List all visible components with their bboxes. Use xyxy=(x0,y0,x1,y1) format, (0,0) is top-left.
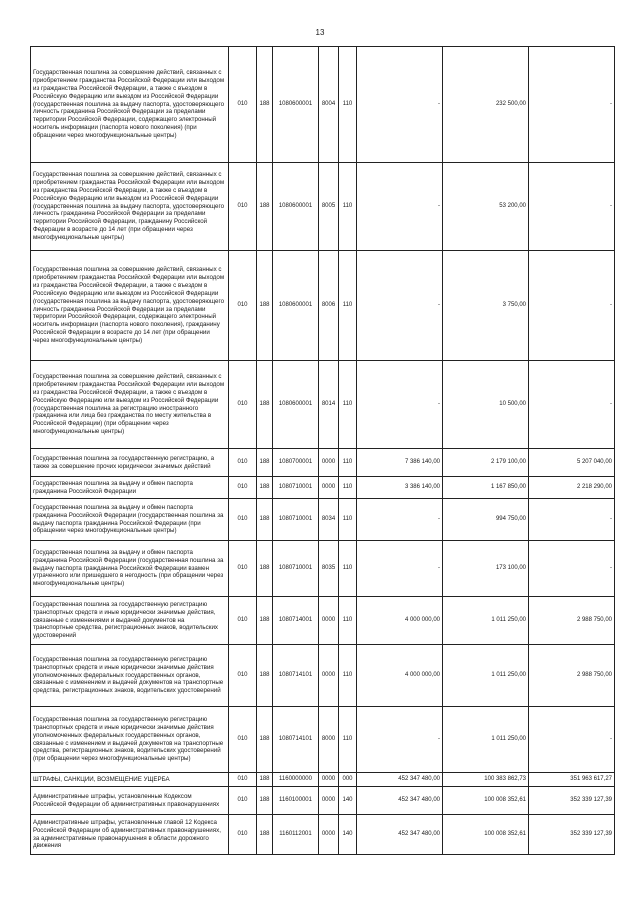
code-revenue-cell: 1080600001 xyxy=(273,361,319,449)
value-plan-cell: - xyxy=(357,499,443,541)
code-subtype-cell: 8005 xyxy=(319,163,339,251)
value-plan-cell: 452 347 480,00 xyxy=(357,787,443,815)
table-row xyxy=(31,815,615,855)
value-remaining-cell: 352 339 127,39 xyxy=(529,787,615,815)
value-plan-cell: - xyxy=(357,707,443,773)
table-row xyxy=(31,541,615,597)
value-executed-cell: 2 179 100,00 xyxy=(443,449,529,477)
value-executed-cell: 3 750,00 xyxy=(443,251,529,361)
revenue-table xyxy=(30,46,615,855)
table-row xyxy=(31,449,615,477)
code-admin-cell: 010 xyxy=(229,707,257,773)
table-row xyxy=(31,361,615,449)
code-admin-cell: 010 xyxy=(229,449,257,477)
table-row xyxy=(31,499,615,541)
row-name-cell: Государственная пошлина за государственную регистрацию, а также за совершение прочих юридически значимых действий xyxy=(31,449,229,477)
code-subtype-cell: 0000 xyxy=(319,787,339,815)
value-executed-cell: 1 011 250,00 xyxy=(443,597,529,645)
code-kosgu-cell: 000 xyxy=(339,773,357,787)
code-chief-cell: 188 xyxy=(257,361,273,449)
table-row xyxy=(31,251,615,361)
code-subtype-cell: 8006 xyxy=(319,251,339,361)
code-admin-cell: 010 xyxy=(229,499,257,541)
code-kosgu-cell: 140 xyxy=(339,815,357,855)
value-plan-cell: - xyxy=(357,541,443,597)
row-name-cell: Государственная пошлина за выдачу и обмен паспорта гражданина Российской Федерации (государственная пошлина за выдачу паспорта гражданина Российской Федерации взамен утраченного или пришедшего в негодность (при обращении через многофункциональные центры) xyxy=(31,541,229,597)
code-admin-cell: 010 xyxy=(229,645,257,707)
code-revenue-cell: 1080710001 xyxy=(273,499,319,541)
value-remaining-cell: - xyxy=(529,163,615,251)
value-plan-cell: 452 347 480,00 xyxy=(357,815,443,855)
code-subtype-cell: 0000 xyxy=(319,773,339,787)
code-kosgu-cell: 110 xyxy=(339,477,357,499)
code-subtype-cell: 8000 xyxy=(319,707,339,773)
value-plan-cell: 4 000 000,00 xyxy=(357,597,443,645)
code-kosgu-cell: 110 xyxy=(339,449,357,477)
table-row xyxy=(31,163,615,251)
code-chief-cell: 188 xyxy=(257,541,273,597)
code-kosgu-cell: 140 xyxy=(339,787,357,815)
code-subtype-cell: 0000 xyxy=(319,645,339,707)
code-admin-cell: 010 xyxy=(229,361,257,449)
value-plan-cell: 3 386 140,00 xyxy=(357,477,443,499)
row-name-cell: Административные штрафы, установленные главой 12 Кодекса Российской Федерации об административных правонарушениях, за административные правонарушения в области дорожного движения xyxy=(31,815,229,855)
code-admin-cell: 010 xyxy=(229,787,257,815)
code-revenue-cell: 1160000000 xyxy=(273,773,319,787)
code-revenue-cell: 1080710001 xyxy=(273,477,319,499)
value-executed-cell: 1 011 250,00 xyxy=(443,645,529,707)
table-row xyxy=(31,787,615,815)
code-revenue-cell: 1080714101 xyxy=(273,707,319,773)
value-plan-cell: - xyxy=(357,251,443,361)
code-chief-cell: 188 xyxy=(257,499,273,541)
value-remaining-cell: - xyxy=(529,47,615,163)
row-name-cell: Государственная пошлина за государственную регистрацию транспортных средств и иные юридически значимые действия, связанные с изменениями и выдачей документов на транспортные средства, регистрационных знаков, водительских удостоверений xyxy=(31,597,229,645)
code-admin-cell: 010 xyxy=(229,541,257,597)
code-kosgu-cell: 110 xyxy=(339,597,357,645)
code-subtype-cell: 8035 xyxy=(319,541,339,597)
value-executed-cell: 100 008 352,61 xyxy=(443,787,529,815)
code-admin-cell: 010 xyxy=(229,815,257,855)
code-chief-cell: 188 xyxy=(257,597,273,645)
table-row xyxy=(31,773,615,787)
table-row xyxy=(31,597,615,645)
code-admin-cell: 010 xyxy=(229,163,257,251)
code-admin-cell: 010 xyxy=(229,597,257,645)
code-admin-cell: 010 xyxy=(229,47,257,163)
code-subtype-cell: 0000 xyxy=(319,597,339,645)
code-kosgu-cell: 110 xyxy=(339,645,357,707)
code-admin-cell: 010 xyxy=(229,477,257,499)
row-name-cell: Государственная пошлина за совершение действий, связанных с приобретением гражданства Российской Федерации или выходом из гражданства Российской Федерации, а также с въездом в Российскую Федерацию или выездом из Российской Федерации (государственная пошлина за выдачу паспорта, удостоверяющего личность гражданина Российской Федерации за пределами территории Российской Федерации, содержащего электронный носитель информации (паспорта нового поколения), гражданину Российской Федерации в возрасте до 14 лет (при обращении через многофункциональные центры) xyxy=(31,251,229,361)
code-chief-cell: 188 xyxy=(257,773,273,787)
table-row xyxy=(31,47,615,163)
code-kosgu-cell: 110 xyxy=(339,251,357,361)
code-revenue-cell: 1080600001 xyxy=(273,47,319,163)
value-remaining-cell: - xyxy=(529,707,615,773)
row-name-cell: Государственная пошлина за совершение действий, связанных с приобретением гражданства Российской Федерации или выходом из гражданства Российской Федерации, а также с въездом в Российскую Федерацию или выездом из Российской Федерации (государственная пошлина за выдачу паспорта, удостоверяющего личность гражданина Российской Федерации за пределами территории Российской Федерации, гражданину Российской Федерации в возрасте до 14 лет (при обращении через многофункциональные центры) xyxy=(31,163,229,251)
code-revenue-cell: 1080710001 xyxy=(273,541,319,597)
table-row xyxy=(31,477,615,499)
code-subtype-cell: 0000 xyxy=(319,477,339,499)
code-revenue-cell: 1080600001 xyxy=(273,163,319,251)
code-kosgu-cell: 110 xyxy=(339,707,357,773)
value-executed-cell: 53 200,00 xyxy=(443,163,529,251)
row-name-cell: Государственная пошлина за государственную регистрацию транспортных средств и иные юридически значимые действия уполномоченных федеральных государственных органов, связанные с изменением и выдачей документов на транспортные средства, регистрационных знаков, водительских удостоверений (при обращении через многофункциональные центры) xyxy=(31,707,229,773)
code-chief-cell: 188 xyxy=(257,645,273,707)
code-subtype-cell: 0000 xyxy=(319,449,339,477)
table-row xyxy=(31,707,615,773)
value-remaining-cell: - xyxy=(529,361,615,449)
value-executed-cell: 994 750,00 xyxy=(443,499,529,541)
table-body xyxy=(31,47,615,855)
value-plan-cell: - xyxy=(357,361,443,449)
code-chief-cell: 188 xyxy=(257,251,273,361)
value-plan-cell: - xyxy=(357,47,443,163)
value-remaining-cell: 2 988 750,00 xyxy=(529,597,615,645)
value-plan-cell: - xyxy=(357,163,443,251)
value-executed-cell: 173 100,00 xyxy=(443,541,529,597)
row-name-cell: ШТРАФЫ, САНКЦИИ, ВОЗМЕЩЕНИЕ УЩЕРБА xyxy=(31,773,229,787)
code-subtype-cell: 8034 xyxy=(319,499,339,541)
value-remaining-cell: 351 963 617,27 xyxy=(529,773,615,787)
code-chief-cell: 188 xyxy=(257,449,273,477)
value-remaining-cell: 5 207 040,00 xyxy=(529,449,615,477)
code-chief-cell: 188 xyxy=(257,47,273,163)
value-executed-cell: 100 383 862,73 xyxy=(443,773,529,787)
code-admin-cell: 010 xyxy=(229,251,257,361)
code-chief-cell: 188 xyxy=(257,707,273,773)
value-remaining-cell: - xyxy=(529,499,615,541)
value-remaining-cell: 2 218 290,00 xyxy=(529,477,615,499)
code-revenue-cell: 1080600001 xyxy=(273,251,319,361)
value-remaining-cell: - xyxy=(529,251,615,361)
row-name-cell: Государственная пошлина за государственную регистрацию транспортных средств и иные юридически значимые действия уполномоченных федеральных государственных органов, связанные с изменением и выдачей документов на транспортные средства, регистрационных знаков, водительских удостоверений xyxy=(31,645,229,707)
value-executed-cell: 10 500,00 xyxy=(443,361,529,449)
value-executed-cell: 100 008 352,61 xyxy=(443,815,529,855)
code-chief-cell: 188 xyxy=(257,815,273,855)
value-plan-cell: 7 386 140,00 xyxy=(357,449,443,477)
row-name-cell: Государственная пошлина за совершение действий, связанных с приобретением гражданства Российской Федерации или выходом из гражданства Российской Федерации, а также с въездом в Российскую Федерацию или выездом из Российской Федерации (государственная пошлина за выдачу паспорта, удостоверяющего личность гражданина Российской Федерации за пределами территории Российской Федерации, содержащего электронный носитель информации (паспорта нового поколения) (при обращении через многофункциональные центры) xyxy=(31,47,229,163)
value-remaining-cell: 2 988 750,00 xyxy=(529,645,615,707)
value-executed-cell: 232 500,00 xyxy=(443,47,529,163)
value-remaining-cell: 352 339 127,39 xyxy=(529,815,615,855)
code-chief-cell: 188 xyxy=(257,477,273,499)
code-revenue-cell: 1160112001 xyxy=(273,815,319,855)
value-executed-cell: 1 167 850,00 xyxy=(443,477,529,499)
value-plan-cell: 4 000 000,00 xyxy=(357,645,443,707)
code-subtype-cell: 8014 xyxy=(319,361,339,449)
code-revenue-cell: 1080714001 xyxy=(273,597,319,645)
value-remaining-cell: - xyxy=(529,541,615,597)
page-number: 13 xyxy=(315,28,325,37)
row-name-cell: Государственная пошлина за совершение действий, связанных с приобретением гражданства Российской Федерации или выходом из гражданства Российской Федерации, а также с въездом в Российскую Федерацию или выездом из Российской Федерации (государственная пошлина за регистрацию иностранного гражданина или лица без гражданства по месту жительства в Российской Федерации) (при обращении через многофункциональные центры) xyxy=(31,361,229,449)
code-revenue-cell: 1080700001 xyxy=(273,449,319,477)
code-subtype-cell: 0000 xyxy=(319,815,339,855)
code-kosgu-cell: 110 xyxy=(339,499,357,541)
code-subtype-cell: 8004 xyxy=(319,47,339,163)
value-plan-cell: 452 347 480,00 xyxy=(357,773,443,787)
code-kosgu-cell: 110 xyxy=(339,361,357,449)
code-chief-cell: 188 xyxy=(257,787,273,815)
code-kosgu-cell: 110 xyxy=(339,541,357,597)
code-revenue-cell: 1160100001 xyxy=(273,787,319,815)
table-row xyxy=(31,645,615,707)
value-executed-cell: 1 011 250,00 xyxy=(443,707,529,773)
code-kosgu-cell: 110 xyxy=(339,47,357,163)
code-admin-cell: 010 xyxy=(229,773,257,787)
code-chief-cell: 188 xyxy=(257,163,273,251)
code-revenue-cell: 1080714101 xyxy=(273,645,319,707)
row-name-cell: Административные штрафы, установленные Кодексом Российской Федерации об административных правонарушениях xyxy=(31,787,229,815)
row-name-cell: Государственная пошлина за выдачу и обмен паспорта гражданина Российской Федерации xyxy=(31,477,229,499)
code-kosgu-cell: 110 xyxy=(339,163,357,251)
row-name-cell: Государственная пошлина за выдачу и обмен паспорта гражданина Российской Федерации (государственная пошлина за выдачу паспорта гражданина Российской Федерации (при обращении через многофункциональные центры) xyxy=(31,499,229,541)
